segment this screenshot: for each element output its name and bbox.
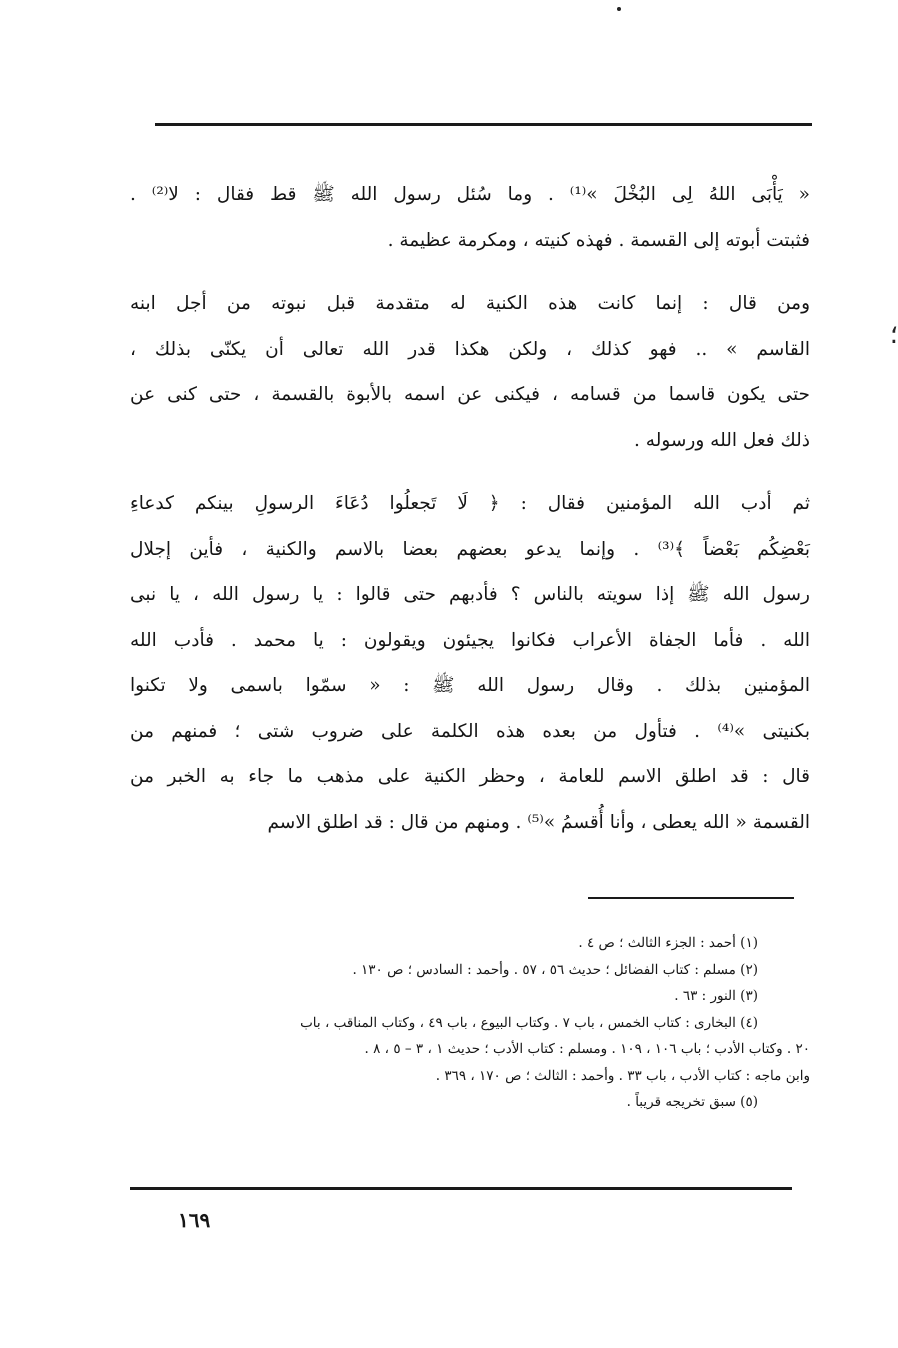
text-line: المؤمنين بذلك . وقال رسول الله ﷺ : « سمّوا باسمى ولا تكنوا (130, 675, 810, 696)
footnote-continuation: وابن ماجه : كتاب الأدب ، باب ٣٣ . وأحمد : الثالث ؛ ص ١٧٠ ، ٣٦٩ . (435, 1067, 810, 1084)
text-line: رسول الله ﷺ إذا سويته بالناس ؟ فأدبهم حتى قالوا : يا رسول الله ، يا نبى (130, 584, 810, 605)
text-line: بَعْضِكُم بَعْضاً ﴾⁽³⁾ . وإنما يدعو بعضهم بعضا بالاسم والكنية ، فأين إجلال (130, 538, 810, 560)
text-line: القسمة « الله يعطى ، وأنا أُقسمُ »⁽⁵⁾ . ومنهم من قال : قد اطلق الاسم (267, 811, 810, 833)
footnote-separator (588, 897, 794, 899)
page-speck (617, 7, 621, 11)
footnote: (٥) سبق تخريجه قريباً . (626, 1094, 758, 1110)
text-line: بكنيتى »⁽⁴⁾ . فتأول من بعده هذه الكلمة على ضروب شتى ؛ فمنهم من (130, 720, 810, 742)
footnote: (١) أحمد : الجزء الثالث ؛ ص ٤ . (578, 935, 758, 951)
text-line: القاسم » .. فهو كذلك ، ولكن هكذا قدر الله تعالى أن يكنّى بذلك ، (130, 338, 810, 360)
text-line: ذلك فعل الله ورسوله . (634, 429, 810, 451)
paragraph (130, 481, 810, 845)
footnote: (٤) البخارى : كتاب الخمس ، باب ٧ . وكتاب البيوع ، باب ٤٩ ، وكتاب المناقب ، باب (300, 1014, 758, 1031)
text-line: فثبتت أبوته إلى القسمة . فهذه كنيته ، ومكرمة عظيمة . (387, 229, 810, 251)
footnote: (٣) النور : ٦٣ . (674, 988, 758, 1004)
paragraph (130, 281, 810, 463)
paragraph (130, 172, 810, 263)
footnote-continuation: ٢٠ . وكتاب الأدب ؛ باب ١٠٦ ، ١٠٩ . ومسلم : كتاب الأدب ؛ حديث ١ ، ٣ – ٥ ، ٨ . (364, 1041, 810, 1057)
text-line: ثم أدب الله المؤمنين فقال : ﴿ لَا تَجعلُوا دُعَاءَ الرسولِ بينكم كدعاءِ (130, 493, 810, 514)
edge-mark: ؛ (889, 320, 898, 350)
text-line: حتى يكون قاسما من قسامه ، فيكنى عن اسمه بالأبوة بالقسمة ، حتى كنى عن (130, 384, 810, 405)
header-rule (155, 123, 812, 126)
text-line: ومن قال : إنما كانت هذه الكنية له متقدمة قبل نبوته من أجل ابنه (130, 293, 810, 314)
footer-rule (130, 1187, 792, 1190)
page-number: ١٦٩ (178, 1208, 211, 1232)
footnotes (130, 930, 810, 1116)
text-line: الله . فأما الجفاة الأعراب فكانوا يجيئون ويقولون : يا محمد . فأدب الله (130, 629, 810, 651)
text-line: « يَأْبَى اللهُ لِى البُخْلَ »⁽¹⁾ . وما سُئل رسول الله ﷺ قط فقال : لا⁽²⁾ . (130, 184, 810, 205)
text-line: قال : قد اطلق الاسم للعامة ، وحظر الكنية على مذهب ما جاء به الخبر من (130, 766, 810, 787)
footnote: (٢) مسلم : كتاب الفضائل ؛ حديث ٥٦ ، ٥٧ . وأحمد : السادس ؛ ص ١٣٠ . (352, 961, 758, 978)
main-text (130, 172, 810, 845)
